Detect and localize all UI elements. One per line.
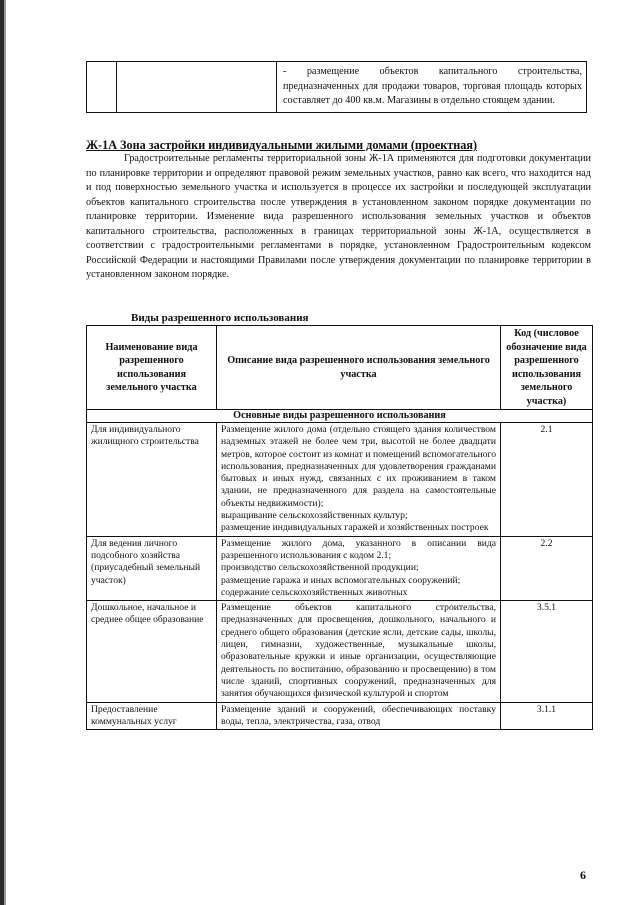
header-name: Наименование вида разрешенного использования земельного участка — [87, 326, 217, 410]
table-row — [87, 423, 593, 537]
section-row — [87, 410, 593, 423]
use-code: 2.1 — [501, 423, 593, 537]
header-description: Описание вида разрешенного использования земельного участка — [217, 326, 501, 410]
zone-title: Ж-1А Зона застройки индивидуальными жилыми домами (проектная) — [86, 138, 478, 152]
use-code: 2.2 — [501, 536, 593, 600]
table-header-row — [87, 326, 593, 410]
use-name: Для индивидуального жилищного строительства — [87, 423, 217, 537]
use-name: Предоставление коммунальных услуг — [87, 702, 217, 730]
empty-cell — [117, 62, 277, 113]
use-name: Дошкольное, начальное и среднее общее образование — [87, 601, 217, 702]
previous-zone-table-fragment — [86, 61, 587, 113]
use-description — [217, 702, 501, 730]
use-description — [217, 423, 501, 537]
description-line: размещение индивидуальных гаражей и хозяйственных построек — [221, 522, 489, 534]
use-name: Для ведения личного подсобного хозяйства (приусадебный земельный участок) — [87, 536, 217, 600]
use-description — [217, 536, 501, 600]
permitted-uses-table — [86, 325, 593, 730]
table-row — [87, 536, 593, 600]
description-line: размещение гаража и иных вспомогательных сооружений; — [221, 574, 461, 586]
scan-edge-shadow — [4, 0, 6, 905]
table-row — [87, 702, 593, 730]
uses-heading: Виды разрешенного использования — [131, 312, 309, 324]
use-description — [217, 601, 501, 702]
description-line: содержание сельскохозяйственных животных — [221, 586, 408, 598]
use-code: 3.5.1 — [501, 601, 593, 702]
description-line: Размещение объектов капитального строительства, предназначенных для просвещения, дошкольного, начального и среднего общего образования (детские ясли, детские сады, школы, лицеи, гимназии, художественные, музыкальные школы, образовательные кружки и иные организации, осуществляющие деятельность по воспитанию, образованию и просвещению) в том числе зданий, спортивных сооружений, предназначенных для занятия обучающихся физической культурой и спортом — [221, 602, 496, 700]
table-row — [87, 62, 587, 113]
header-code: Код (числовое обозначение вида разрешенного использования земельного участка) — [501, 326, 593, 410]
section-title: Основные виды разрешенного использования — [87, 410, 593, 423]
table-row — [87, 601, 593, 702]
use-code: 3.1.1 — [501, 702, 593, 730]
description-line: производство сельскохозяйственной продукции; — [221, 562, 419, 574]
page-number: 6 — [580, 868, 586, 882]
description-line: Размещение жилого дома (отдельно стоящего здания количеством надземных этажей не более чем три, высотой не более двадцати метров, которое состоит из комнат и помещений вспомогательного использования, предназначенных для удовлетворения гражданами бытовых и иных нужд, связанных с их проживанием в таком здании, не предназначенного для раздела на самостоятельные объекты недвижимости); — [221, 424, 496, 509]
description-line: Размещение жилого дома, указанного в описании вида разрешенного использования с кодом 2.1; — [221, 537, 496, 561]
description-line: Размещение зданий и сооружений, обеспечивающих поставку воды, тепла, электричества, газа, отвод — [221, 703, 496, 727]
empty-cell — [87, 62, 117, 113]
table-cell-text: - размещение объектов капитального строительства, предназначенных для продажи товаров, торговая площадь которых составляет до 400 кв.м. Магазины в отдельно стоящем здании. — [277, 62, 587, 113]
description-line: выращивание сельскохозяйственных культур; — [221, 510, 408, 522]
zone-paragraph: Градостроительные регламенты территориальной зоны Ж-1А применяются для подготовки документации по планировке территории и определяют правовой режим земельных участков, равно как всего, что находится над и под поверхностью земельного участка и используется в процессе их застройки и последующей эксплуатации объектов капитального строительства после утверждения в установленном законом порядке документации по планировке территории. Изменение вида разрешенного использования земельных участков и объектов капитального строительства, расположенных в границах территориальной зоны Ж-1А, осуществляется в соответствии с градостроительными регламентами в порядке, установленном Градостроительным кодексом Российской Федерации и настоящими Правилами после утверждения документации по планировке территории в установленном законом порядке. — [86, 153, 591, 280]
